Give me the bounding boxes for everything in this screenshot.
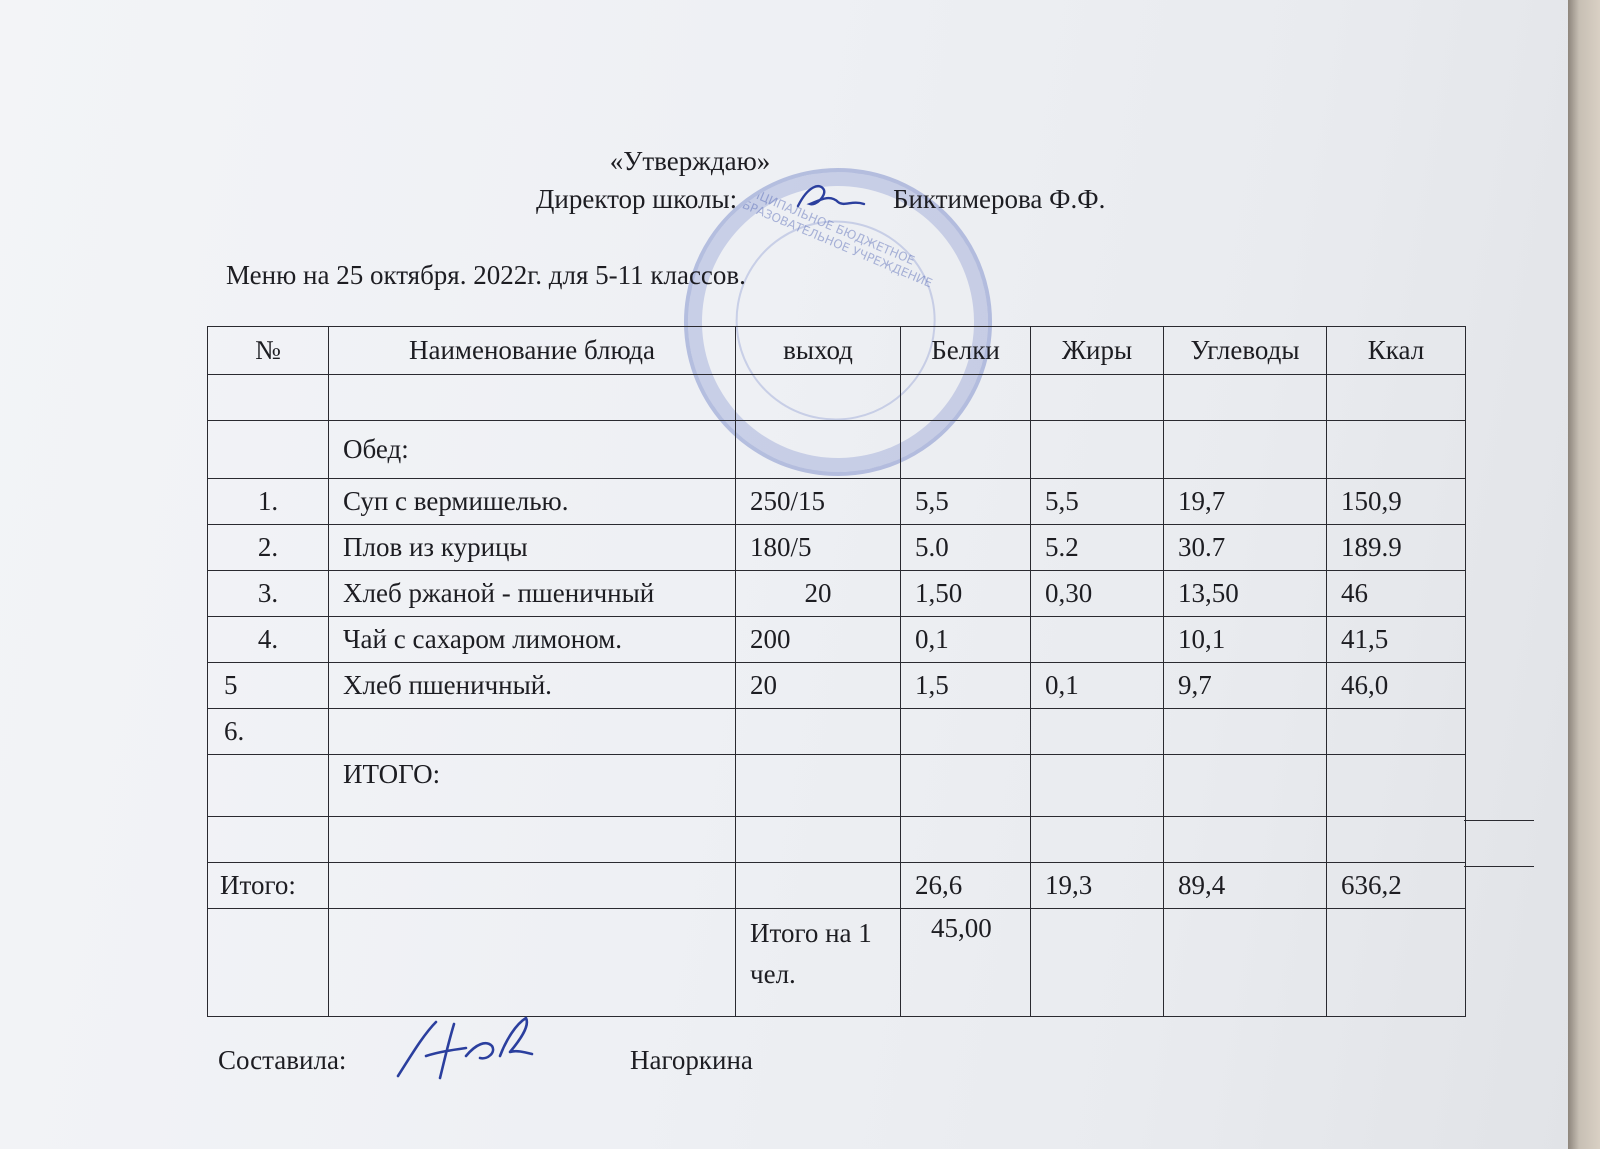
table-row-per-person: [208, 909, 1466, 1017]
cell-number: 4.: [208, 617, 329, 663]
cell-empty: [1031, 817, 1164, 863]
cell-protein: 1,5: [901, 663, 1031, 709]
cell-dish: Хлеб ржаной - пшеничный: [329, 571, 736, 617]
composed-by-name: Нагоркина: [630, 1045, 753, 1075]
cell-protein: 1,50: [901, 571, 1031, 617]
cell-empty: [329, 375, 736, 421]
table-row: [208, 617, 1466, 663]
col-header-protein: Белки: [901, 327, 1031, 375]
table-row: [208, 525, 1466, 571]
col-header-kcal: Ккал: [1327, 327, 1466, 375]
table-row-section: [208, 421, 1466, 479]
table-row: [208, 479, 1466, 525]
table-row-empty: [208, 817, 1466, 863]
cell-empty: [1031, 755, 1164, 817]
per-person-label: Итого на 1 чел.: [736, 909, 901, 1017]
cell-empty: [208, 755, 329, 817]
cell-fat: 0,30: [1031, 571, 1164, 617]
section-label: Обед:: [329, 421, 736, 479]
cell-carbs: 9,7: [1164, 663, 1327, 709]
director-signature: [790, 176, 870, 216]
table-header-row: [208, 327, 1466, 375]
cell-kcal: 150,9: [1327, 479, 1466, 525]
composed-by-label: Составила:: [218, 1045, 347, 1075]
cell-dish: Хлеб пшеничный.: [329, 663, 736, 709]
approval-heading: «Утверждаю»: [609, 146, 771, 176]
cell-carbs: 30.7: [1164, 525, 1327, 571]
cell-protein: 5,5: [901, 479, 1031, 525]
cell-number: 1.: [208, 479, 329, 525]
cell-output: [736, 709, 901, 755]
cell-empty: [1327, 421, 1466, 479]
cell-protein: 5.0: [901, 525, 1031, 571]
cell-empty: [1164, 909, 1327, 1017]
cell-fat: 5,5: [1031, 479, 1164, 525]
cell-kcal: 46: [1327, 571, 1466, 617]
cell-empty: [1327, 909, 1466, 1017]
cell-empty: [208, 375, 329, 421]
cell-output: 250/15: [736, 479, 901, 525]
cell-empty: [736, 421, 901, 479]
col-header-output: выход: [736, 327, 901, 375]
cell-carbs: 13,50: [1164, 571, 1327, 617]
cell-kcal: [1327, 709, 1466, 755]
table-extension-line: [1464, 820, 1534, 821]
table-row-empty: [208, 375, 1466, 421]
cell-fat: 5.2: [1031, 525, 1164, 571]
cell-empty: [736, 755, 901, 817]
table-row-total: [208, 863, 1466, 909]
cell-output: 180/5: [736, 525, 901, 571]
table-row: [208, 709, 1466, 755]
cell-empty: [208, 421, 329, 479]
subtotal-label: ИТОГО:: [329, 755, 736, 817]
cell-empty: [329, 817, 736, 863]
cell-empty: [1164, 375, 1327, 421]
cell-empty: [329, 863, 736, 909]
cell-empty: [1031, 909, 1164, 1017]
per-person-value: 45,00: [901, 909, 1031, 1017]
cell-dish: Суп с вермишелью.: [329, 479, 736, 525]
cell-empty: [1031, 421, 1164, 479]
cell-kcal: 189.9: [1327, 525, 1466, 571]
director-label: Директор школы:: [536, 184, 738, 214]
cell-dish: Чай с сахаром лимоном.: [329, 617, 736, 663]
col-header-fat: Жиры: [1031, 327, 1164, 375]
cell-empty: [901, 375, 1031, 421]
cell-carbs: 19,7: [1164, 479, 1327, 525]
cell-output: 20: [736, 663, 901, 709]
total-carbs: 89,4: [1164, 863, 1327, 909]
total-label: Итого:: [208, 863, 329, 909]
cell-output: 200: [736, 617, 901, 663]
cell-empty: [1327, 755, 1466, 817]
cell-empty: [1327, 817, 1466, 863]
background-edge: [1568, 0, 1600, 1149]
cell-empty: [1031, 375, 1164, 421]
col-header-dish: Наименование блюда: [329, 327, 736, 375]
total-fat: 19,3: [1031, 863, 1164, 909]
menu-title: Меню на 25 октября. 2022г. для 5-11 классов.: [226, 260, 746, 290]
cell-empty: [1164, 421, 1327, 479]
total-kcal: 636,2: [1327, 863, 1466, 909]
cell-kcal: 46,0: [1327, 663, 1466, 709]
cell-empty: [1164, 817, 1327, 863]
cell-fat: 0,1: [1031, 663, 1164, 709]
cell-empty: [736, 817, 901, 863]
stamp-text: МУНИЦИПАЛЬНОЕ БЮДЖЕТНОЕ ОБЩЕОБРАЗОВАТЕЛЬНОЕ УЧРЕЖДЕНИЕ: [696, 175, 935, 291]
cell-dish: Плов из курицы: [329, 525, 736, 571]
cell-empty: [1327, 375, 1466, 421]
cell-kcal: 41,5: [1327, 617, 1466, 663]
table-row: [208, 571, 1466, 617]
table-row: [208, 663, 1466, 709]
table-row-subtotal: [208, 755, 1466, 817]
cell-protein: 0,1: [901, 617, 1031, 663]
director-name: Биктимерова Ф.Ф.: [893, 184, 1106, 214]
cell-empty: [208, 817, 329, 863]
menu-table: [207, 326, 1466, 1017]
cell-number: 5: [208, 663, 329, 709]
cell-empty: [901, 421, 1031, 479]
col-header-carbs: Углеводы: [1164, 327, 1327, 375]
col-header-number: №: [208, 327, 329, 375]
cell-empty: [736, 863, 901, 909]
cell-number: 6.: [208, 709, 329, 755]
cell-output: 20: [736, 571, 901, 617]
cell-empty: [1164, 755, 1327, 817]
cell-protein: [901, 709, 1031, 755]
cell-fat: [1031, 617, 1164, 663]
cell-number: 2.: [208, 525, 329, 571]
composer-signature: [392, 1010, 542, 1090]
cell-empty: [901, 817, 1031, 863]
cell-number: 3.: [208, 571, 329, 617]
total-protein: 26,6: [901, 863, 1031, 909]
cell-empty: [736, 375, 901, 421]
cell-empty: [329, 909, 736, 1017]
cell-dish: [329, 709, 736, 755]
cell-carbs: [1164, 709, 1327, 755]
cell-empty: [901, 755, 1031, 817]
cell-fat: [1031, 709, 1164, 755]
cell-empty: [208, 909, 329, 1017]
cell-carbs: 10,1: [1164, 617, 1327, 663]
table-extension-line: [1464, 866, 1534, 867]
